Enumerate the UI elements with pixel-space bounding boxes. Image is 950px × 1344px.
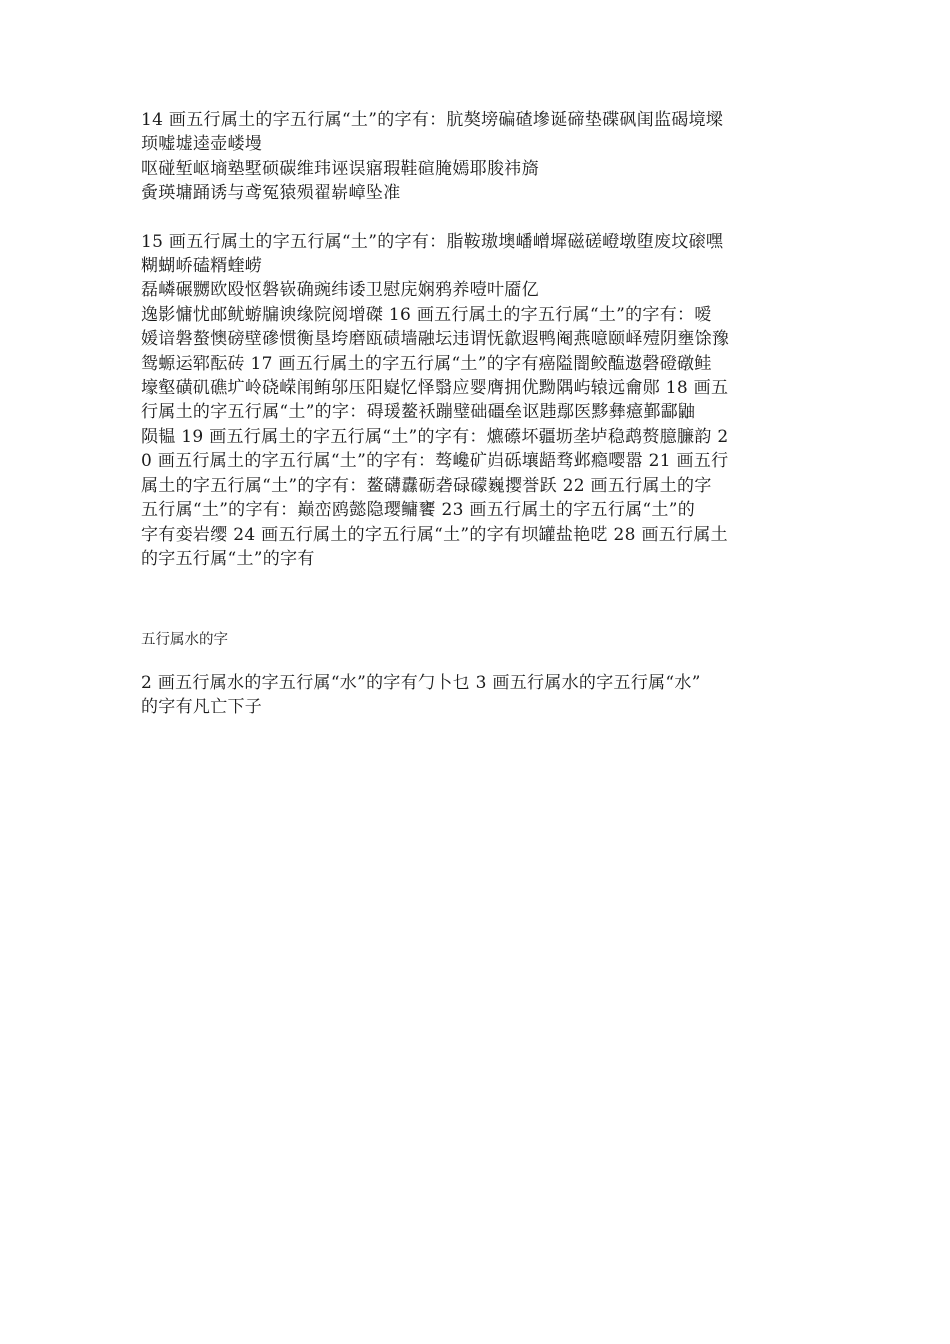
text-line: 的字有凡亡下子 <box>141 697 263 718</box>
text-line: 鸳螈运郓酝砖 17 画五行属土的字五行属“土”的字有癌隘闇鲛醢遨磬磴礅鲑 <box>141 353 712 374</box>
paragraph-14-strokes <box>141 108 801 206</box>
text-line: 夤瑛墉踊诱与鸢冤猿殒翟崭嶂坠准 <box>141 183 401 204</box>
water-section-body <box>141 671 801 720</box>
text-line: 壕壑磺矶礁圹岭硗嵘闱鲔邬压阳嶷忆怿翳应婴膺拥优黝隅屿辕远龠郧 18 画五 <box>141 378 729 399</box>
section-heading: 五行属水的字 <box>141 632 228 648</box>
text-line: 呕碰堑岖墒塾墅硕碳维玮诬误寤瑕鞋碹腌嫣耶朘祎旖 <box>141 158 539 179</box>
text-line: 字有娈岩缨 24 画五行属土的字五行属“土”的字有坝罐盐艳呓 28 画五行属土 <box>141 524 728 545</box>
text-line: 糊蝴峤磕糈蝰崂 <box>141 256 263 277</box>
text-line: 陨韫 19 画五行属土的字五行属“土”的字有：爊礤坏疆坜垄垆稳鹉赘臆臁韵 2 <box>141 426 729 447</box>
text-line: 的字五行属“土”的字有 <box>141 548 315 569</box>
text-line: 14 画五行属土的字五行属“土”的字有：肮獒塝碥碴墋诞碲垫碟砜闺监碣境墚 <box>141 110 724 130</box>
text-line: 媛谙磐螯懊磅壁磣惯衡垦垮磨瓯碛墙融坛违谓怃歙遐鸭阉燕噫颐峄殪阴壅馀豫 <box>141 329 730 350</box>
text-line: 顼嘘墟逵壶嵝墁 <box>141 134 263 155</box>
text-line: 五行属“土”的字有：巅峦鸥懿隐璎鳙饔 23 画五行属土的字五行属“土”的 <box>141 500 696 521</box>
document-page <box>141 108 801 571</box>
text-line: 0 画五行属土的字五行属“土”的字有：骜巉矿岿砾壤龉骛邺瘾嘤嚣 21 画五行 <box>141 451 729 472</box>
paragraph-15-strokes <box>141 230 801 572</box>
text-line: 2 画五行属水的字五行属“水”的字有勹卜乜 3 画五行属水的字五行属“水” <box>141 673 701 693</box>
text-line: 15 画五行属土的字五行属“土”的字有：脂鞍璈墺嶓嶒墀磁磋嶝墩堕废坟磙嘿 <box>141 231 724 252</box>
paragraph-water-strokes <box>141 671 801 720</box>
text-line: 磊嶙碾嬲欧殴怄磐嵚确豌纬诿卫慰庑娴鸦养噎叶靥亿 <box>141 280 539 301</box>
text-line: 逸影慵忧邮鱿蝣牖谀缘院阅增磔 16 画五行属土的字五行属“土”的字有：嗳 <box>141 304 712 325</box>
text-line: 属土的字五行属“土”的字有：鳌礴纛砺砻碌礞巍撄誉跃 22 画五行属土的字 <box>141 475 712 496</box>
text-line: 行属土的字五行属“土”的字：碍瑗鳌袄蹦璧础礓垒讴韪鄢医黟彝癔鄞酃鼬 <box>141 402 696 423</box>
water-section-heading-container <box>141 629 228 651</box>
